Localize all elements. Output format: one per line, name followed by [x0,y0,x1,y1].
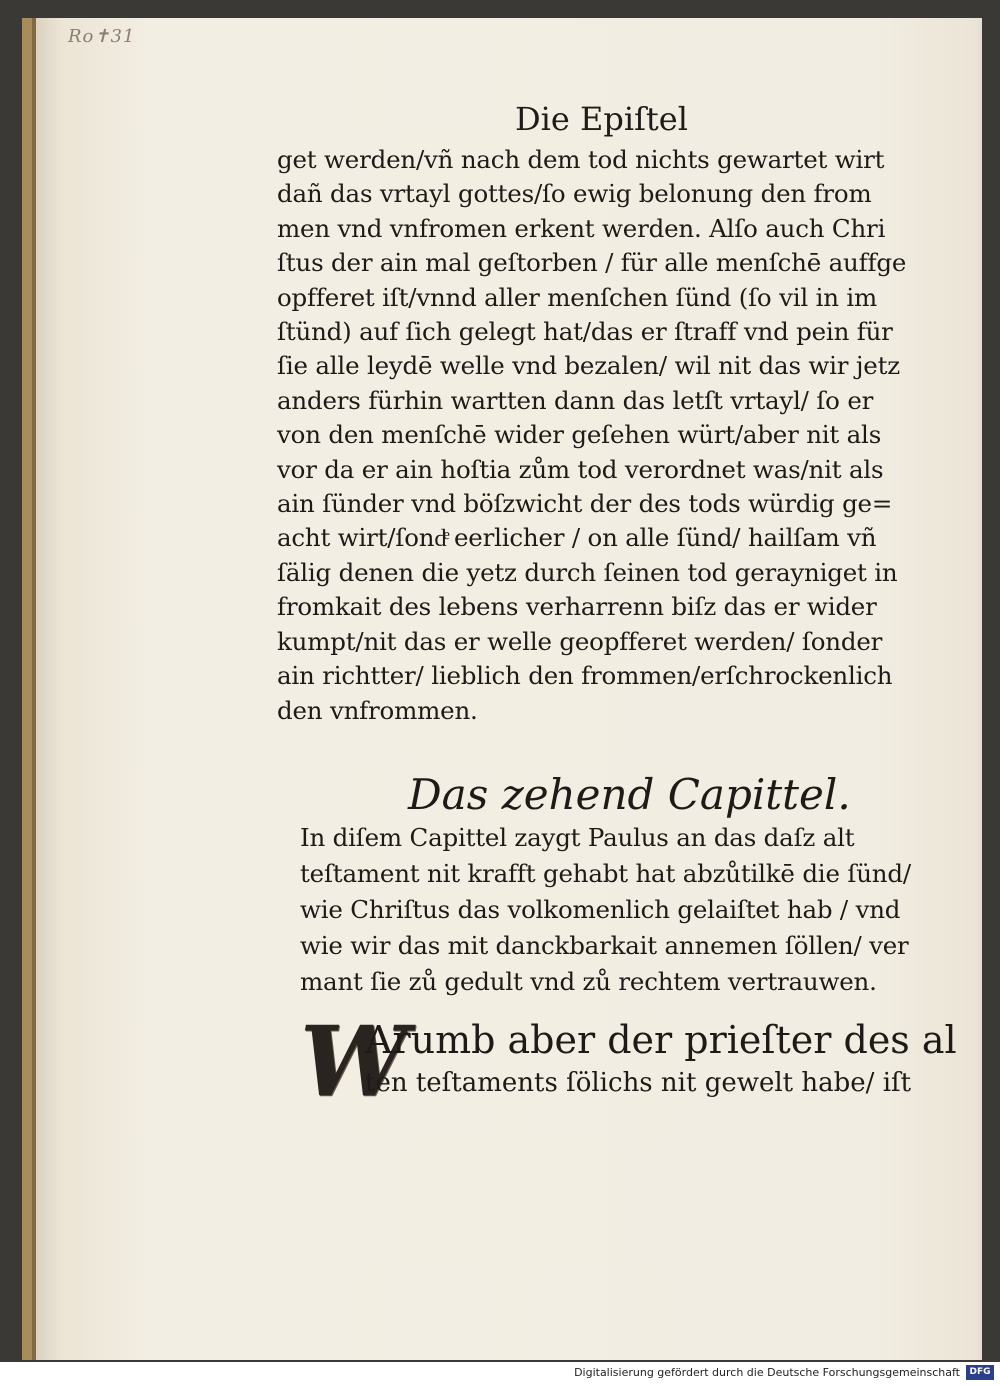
text-line: ain ſünder vnd böſzwicht der des tods würdig ge= [277,489,893,519]
summary-line: teſtament nit krafft gehabt hat abzůtilkē die ſünd/ [300,859,911,888]
body-text [277,143,937,728]
text-line: ſie alle leydē welle vnd bezalen/ wil nit das wir jetz [277,351,900,381]
summary-line: wie wir das mit danckbarkait annemen ſöllen/ ver [300,931,909,960]
text-line: ſtünd) auf ſich gelegt hat/das er ſtraff vnd pein für [277,317,893,347]
text-line: dañ das vrtayl gottes/ſo ewig belonung den from [277,179,872,209]
running-head: Die Epiſtel [515,100,688,138]
text-line: anders fürhin wartten dann das letſt vrtayl/ ſo er [277,385,874,415]
dfg-logo: DFG [966,1365,994,1380]
text-line: fromkait des lebens verharrenn biſz das er wider [277,592,877,622]
text-line: vor da er ain hoſtia zům tod verordnet was/nit als [277,454,884,484]
text-line: den vnfrommen. [277,695,478,725]
text-line: ſälig denen die yetz durch ſeinen tod gerayniget in [277,557,898,587]
text-line: von den menſchē wider geſehen würt/aber nit als [277,420,882,450]
chapter-heading: Das zehend Capittel. [408,770,851,819]
opening-line-2: ten teſtaments ſölichs nit gewelt habe/ iſt [365,1068,912,1098]
summary-line: mant ſie zů gedult vnd zů rechtem vertrauwen. [300,967,877,996]
text-line: acht wirt/ſondͤ eerlicher / on alle ſünd/ hailſam vñ [277,523,877,553]
decorated-initial: W [300,1005,408,1118]
text-line: ſtus der ain mal geſtorben / für alle menſchē auffge [277,248,907,278]
text-line: men vnd vnfromen erkent werden. Alſo auch Chri [277,213,886,243]
chapter-summary [300,820,945,1000]
text-line: get werden/vñ nach dem tod nichts gewartet wirt [277,145,885,174]
shelfmark-annotation: Ro✝31 [68,26,136,47]
summary-line: In diſem Capittel zaygt Paulus an das daſz alt [300,823,855,852]
page-binding-edge [32,18,36,1360]
summary-line: wie Chriſtus das volkomenlich gelaiſtet hab / vnd [300,895,901,924]
text-line: opfferet iſt/vnnd aller menſchen ſünd (ſo vil in im [277,282,878,312]
text-line: kumpt/nit das er welle geopfferet werden/ ſonder [277,626,883,656]
text-line: ain richtter/ lieblich den frommen/erſchrockenlich [277,661,893,691]
footer-bar [0,1362,1000,1385]
funding-credit: Digitalisierung gefördert durch die Deutsche Forschungsgemeinschaft [574,1366,960,1379]
opening-line: Arumb aber der prieſter des al [365,1018,957,1062]
